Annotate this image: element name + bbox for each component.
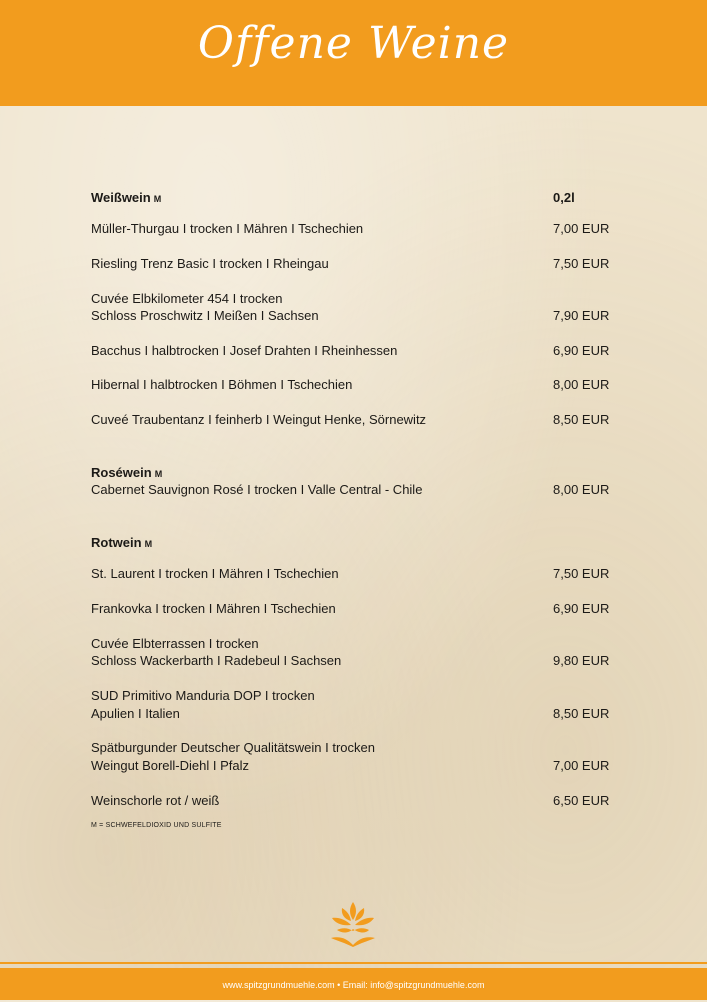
wine-origin: Weingut Borell-Diehl I Pfalz: [91, 758, 249, 773]
section-title-text: Roséwein: [91, 465, 152, 480]
wine-price: 8,50 EUR: [553, 412, 610, 427]
wine-name: Bacchus I halbtrocken I Josef Drahten I Rheinhessen: [91, 343, 398, 358]
wine-price: 8,00 EUR: [553, 482, 610, 497]
wine-name: St. Laurent I trocken I Mähren I Tschechien: [91, 566, 339, 581]
wine-name: Frankovka I trocken I Mähren I Tschechien: [91, 601, 336, 616]
wine-price: 7,90 EUR: [553, 308, 610, 323]
wine-price: 6,90 EUR: [553, 601, 610, 616]
allergen-mark: M: [154, 469, 163, 479]
wine-name: Spätburgunder Deutscher Qualitätswein I trocken: [91, 740, 375, 755]
section-title-rotwein: [91, 535, 152, 550]
footer-divider: [0, 962, 707, 964]
section-title-text: Weißwein: [91, 190, 151, 205]
wine-name: Riesling Trenz Basic I trocken I Rheingau: [91, 256, 329, 271]
wine-name: Cuvée Elbterrassen I trocken: [91, 636, 259, 651]
footer-bar: [0, 968, 707, 1000]
wine-name: Cabernet Sauvignon Rosé I trocken I Valle Central - Chile: [91, 482, 423, 497]
wine-price: 6,50 EUR: [553, 793, 610, 808]
wine-price: 8,00 EUR: [553, 377, 610, 392]
wine-origin: Schloss Wackerbarth I Radebeul I Sachsen: [91, 653, 342, 668]
wine-price: 9,80 EUR: [553, 653, 610, 668]
allergen-mark: M: [153, 194, 162, 204]
wine-name: Cuvée Elbkilometer 454 I trocken: [91, 291, 283, 306]
wine-name: Müller-Thurgau I trocken I Mähren I Tschechien: [91, 221, 364, 236]
wine-name: Cuveé Traubentanz I feinherb I Weingut Henke, Sörnewitz: [91, 412, 427, 427]
wine-price: 7,00 EUR: [553, 221, 610, 236]
footer-contact: www.spitzgrundmuehle.com • Email: info@spitzgrundmuehle.com: [222, 980, 485, 990]
section-title-text: Rotwein: [91, 535, 142, 550]
allergen-footnote: M = SCHWEFELDIOXID UND SULFITE: [91, 822, 222, 829]
wine-price: 7,50 EUR: [553, 256, 610, 271]
wine-price: 7,00 EUR: [553, 758, 610, 773]
size-header: 0,2l: [553, 190, 575, 205]
wine-name: Weinschorle rot / weiß: [91, 793, 220, 808]
allergen-mark: M: [144, 539, 153, 549]
wine-name: Hibernal I halbtrocken I Böhmen I Tschechien: [91, 377, 353, 392]
wine-origin: Apulien I Italien: [91, 706, 180, 721]
header-banner: [0, 0, 707, 106]
wine-price: 6,90 EUR: [553, 343, 610, 358]
section-title-rosewein: [91, 465, 162, 480]
wine-price: 7,50 EUR: [553, 566, 610, 581]
wine-origin: Schloss Proschwitz I Meißen I Sachsen: [91, 308, 319, 323]
section-title-weisswein: [91, 190, 161, 205]
leaf-ornament-icon: [328, 900, 378, 948]
wine-name: SUD Primitivo Manduria DOP I trocken: [91, 688, 315, 703]
wine-price: 8,50 EUR: [553, 706, 610, 721]
page-title: Offene Weine: [197, 18, 510, 69]
